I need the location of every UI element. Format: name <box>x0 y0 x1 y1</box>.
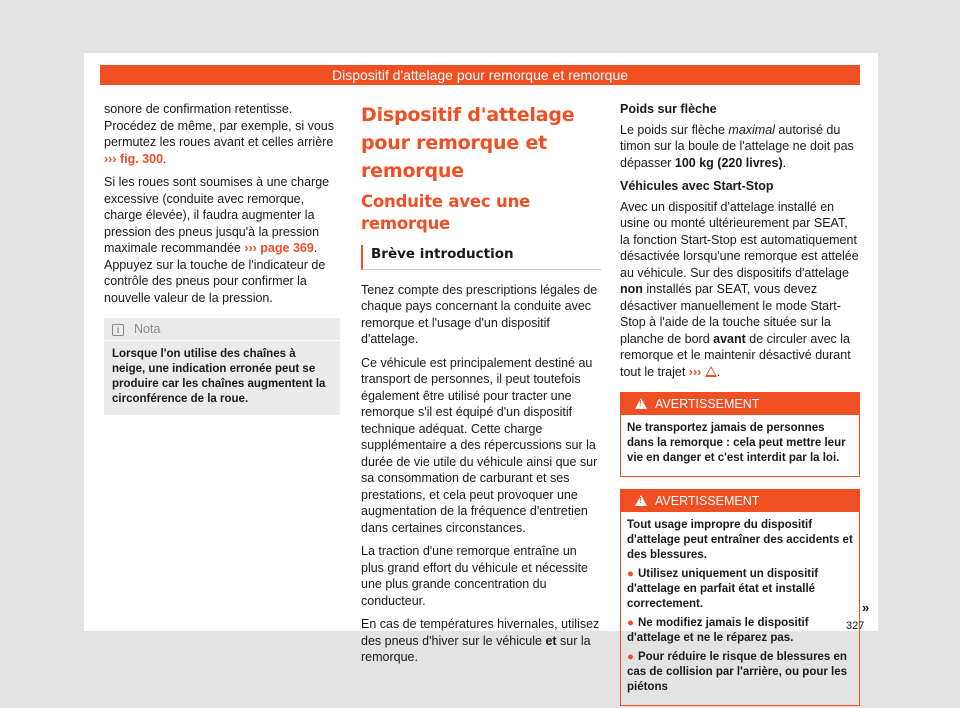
paragraph: La traction d'une remorque entraîne un plus grand effort du véhicule et nécessite une plus grande concentration du conducteur. <box>361 544 588 608</box>
subheading-tongue-weight: Poids sur flèche <box>620 102 717 116</box>
column-left <box>104 101 340 415</box>
warning-box <box>620 489 860 706</box>
note-body: Lorsque l'on utilise des chaînes à neige, une indication erronée peut se produire car les chaînes augmentent la circonférence de la roue. <box>112 348 326 405</box>
note-box <box>104 318 340 415</box>
note-title: Nota <box>134 322 161 336</box>
list-item: ● Ne modifiez jamais le dispositif d'attelage et ne le réparez pas. <box>627 617 809 644</box>
list-item: ● Utilisez uniquement un dispositif d'attelage en parfait état et installé correctement. <box>627 568 819 610</box>
paragraph: sonore de confirmation retentisse. Procédez de même, par exemple, si vous permutez les roues avant et celles arrière ››› fig. 300. <box>104 102 334 166</box>
warning-header: !AVERTISSEMENT <box>621 490 859 512</box>
page-number: 327 <box>846 620 865 632</box>
warning-reference-link[interactable]: ››› <box>689 365 717 379</box>
warning-body: Tout usage impropre du dispositif d'attelage peut entraîner des accidents et des blessures. ● Utilisez uniquement un dispositif d'attelage en parfait état et installé correctement. ● Ne modifiez jamais le dispositif d'attelage et ne le réparez pas. ● Pour réduire le risque de blessures en cas de collision par l'arrière, ou pour les piétons <box>627 519 853 693</box>
warning-box <box>620 392 860 477</box>
paragraph: Le poids sur flèche maximal autorisé du timon sur la boule de l'attelage ne doit pas dépasser 100 kg (220 livres). <box>620 122 854 170</box>
section-title: Dispositif d'attelage pour remorque et remorque <box>361 104 575 182</box>
paragraph: Avec un dispositif d'attelage installé en usine ou monté ultérieurement par SEAT, la fonction Start-Stop est automatiquement désactivée lorsqu'une remorque est attelée au véhicule. Sur des dispositifs d'attelage non installés par SEAT, vous devez désactiver manuellement le mode Start-Stop à l'aide de la touche située sur la planche de bord avant de circuler avec la remorque et le maintenir désactivé durant tout le trajet ››› . <box>620 199 859 379</box>
column-right <box>620 101 860 706</box>
section-header-bar: Dispositif d'attelage pour remorque et remorque <box>100 65 860 85</box>
list-item: ● Pour réduire le risque de blessures en cas de collision par l'arrière, ou pour les piétons <box>627 651 848 693</box>
topic-heading <box>361 245 601 270</box>
paragraph: Ce véhicule est principalement destiné au transport de personnes, il peut toutefois également être utilisé pour tracter une remorque s'il est équipé d'un dispositif technique adéquat. Cette charge supplémentaire a des répercussions sur la durée de vie utile du véhicule ainsi que sur sa consommation de carburant et ses prestations, et cela peut provoquer une augmentation de la fréquence d'entretien dans certaines circonstances. <box>361 355 598 535</box>
column-middle <box>361 101 601 673</box>
bullet-icon: ● <box>627 651 634 663</box>
figure-reference-link[interactable]: ››› fig. 300 <box>104 151 164 166</box>
warning-triangle-icon <box>635 398 647 409</box>
info-icon: i <box>112 324 124 336</box>
subsection-title: Conduite avec une remorque <box>361 192 531 233</box>
warning-triangle-icon <box>705 366 717 377</box>
warning-body: Ne transportez jamais de personnes dans la remorque : cela peut mettre leur vie en danger et c'est interdit par la loi. <box>627 422 846 464</box>
bullet-icon: ● <box>627 568 634 580</box>
paragraph: Tenez compte des prescriptions légales de chaque pays concernant la conduite avec remorque et l'usage d'un dispositif d'attelage. <box>361 282 598 346</box>
subheading-start-stop: Véhicules avec Start-Stop <box>620 179 774 193</box>
warning-header: !AVERTISSEMENT <box>621 393 859 415</box>
warning-triangle-icon <box>635 495 647 506</box>
paragraph: En cas de températures hivernales, utilisez des pneus d'hiver sur le véhicule et sur la remorque. <box>361 617 600 664</box>
continue-arrow-icon: » <box>862 600 870 615</box>
bullet-icon: ● <box>627 617 634 629</box>
note-header <box>104 318 340 341</box>
page-reference-link[interactable]: ››› page 369 <box>244 241 314 255</box>
topic-heading-text: Brève introduction <box>371 246 514 262</box>
paragraph: Si les roues sont soumises à une charge excessive (conduite avec remorque, charge élevée), il faudra augmenter la pression des pneus jusqu'à la pression maximale recommandée ››› page 369. Appuyez sur la touche de l'indicateur de contrôle des pneus pour confirmer la nouvelle valeur de la pression. <box>104 175 330 305</box>
